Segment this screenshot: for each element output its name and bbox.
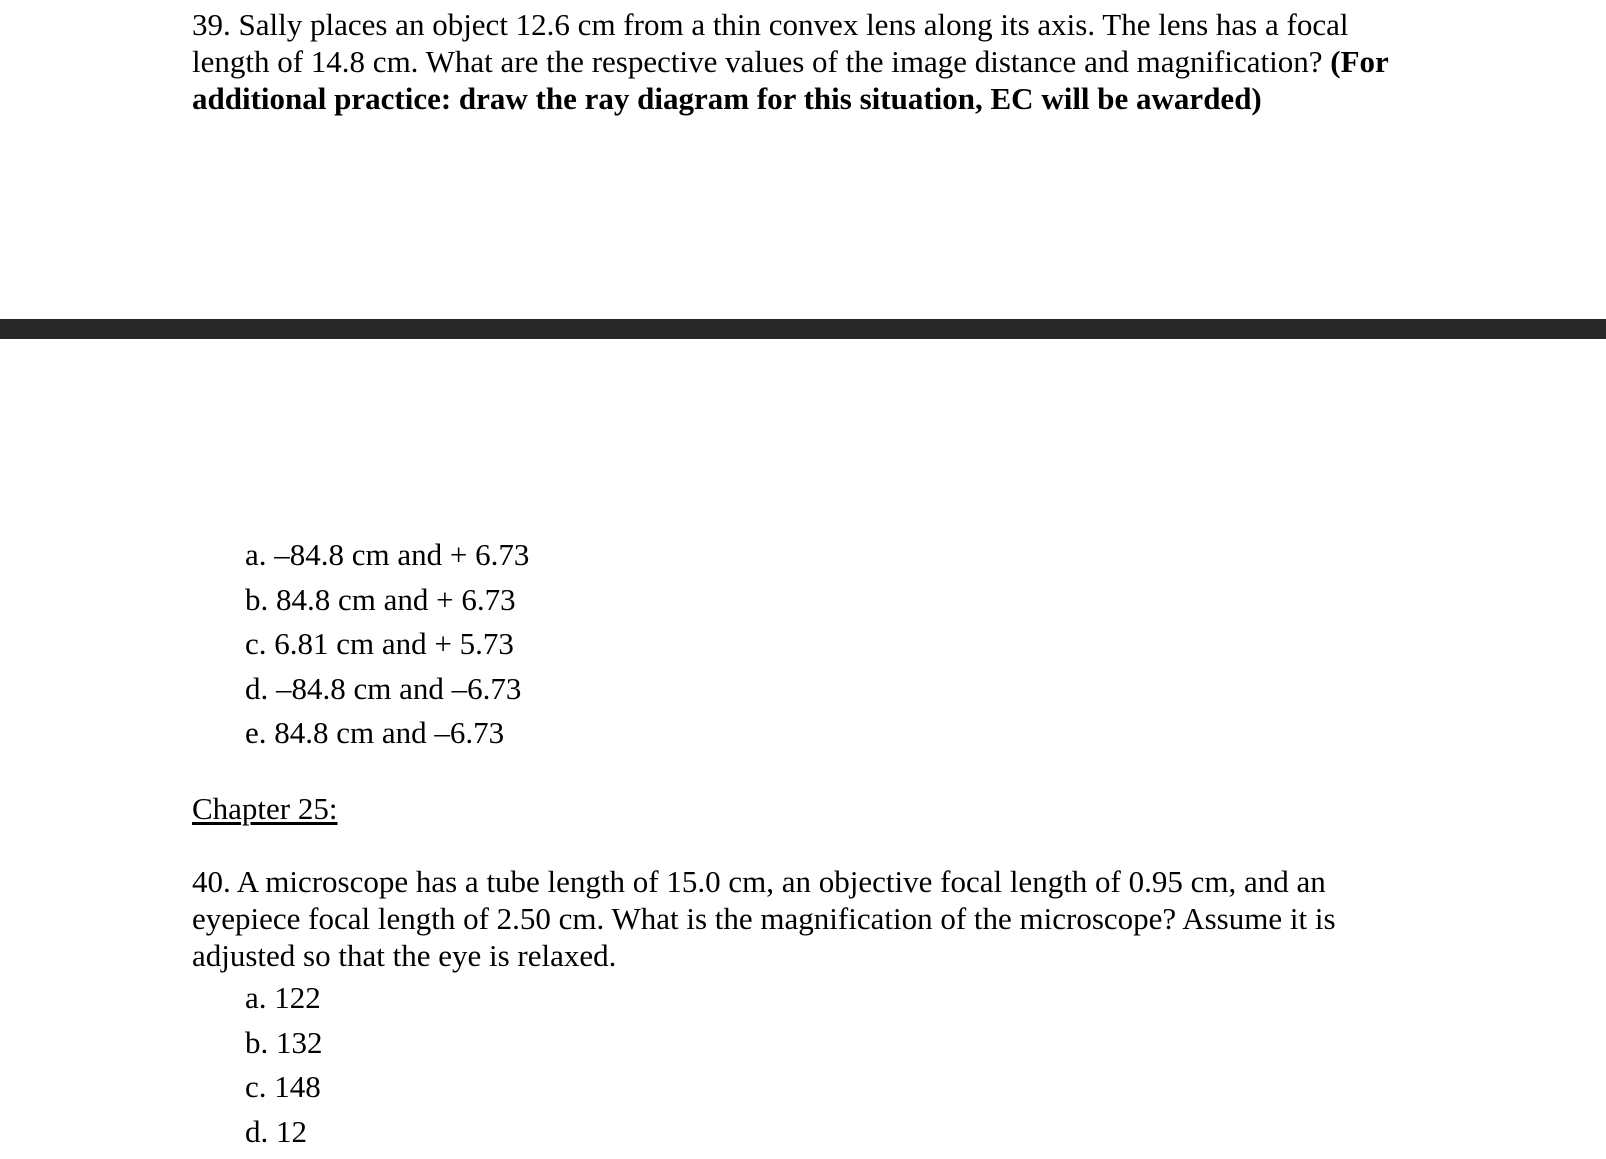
- question-39: [192, 6, 1432, 117]
- question-40-choice-d: d. 12: [245, 1113, 307, 1149]
- divider-bar: [0, 319, 1606, 339]
- question-40-choices: [245, 976, 323, 1154]
- question-39-choice-d: d. –84.8 cm and –6.73: [245, 670, 522, 706]
- question-39-choice-a: a. –84.8 cm and + 6.73: [245, 537, 530, 572]
- question-39-text: 39. Sally places an object 12.6 cm from a thin convex lens along its axis. The lens has a focal length of 14.8 cm. What are the respective values of the image distance and magnification?: [192, 7, 1349, 79]
- question-39-choice-c: c. 6.81 cm and + 5.73: [245, 626, 514, 661]
- question-40-choice-b: b. 132: [245, 1024, 323, 1060]
- question-39-choice-b: b. 84.8 cm and + 6.73: [245, 581, 516, 617]
- question-39-choices: [245, 533, 529, 756]
- question-40-text: 40. A microscope has a tube length of 15.0 cm, an objective focal length of 0.95 cm, and an eyepiece focal length of 2.50 cm. What is the magnification of the microscope? Assume it is adjusted so that the eye is relaxed.: [192, 864, 1336, 973]
- chapter-heading: Chapter 25:: [192, 791, 338, 826]
- question-40-choice-a: a. 122: [245, 980, 321, 1015]
- question-39-choice-e: e. 84.8 cm and –6.73: [245, 715, 505, 750]
- question-40-choice-c: c. 148: [245, 1069, 321, 1104]
- question-39-extra-credit-note: (For additional practice: draw the ray diagram for this situation, EC will be awarded): [192, 44, 1389, 116]
